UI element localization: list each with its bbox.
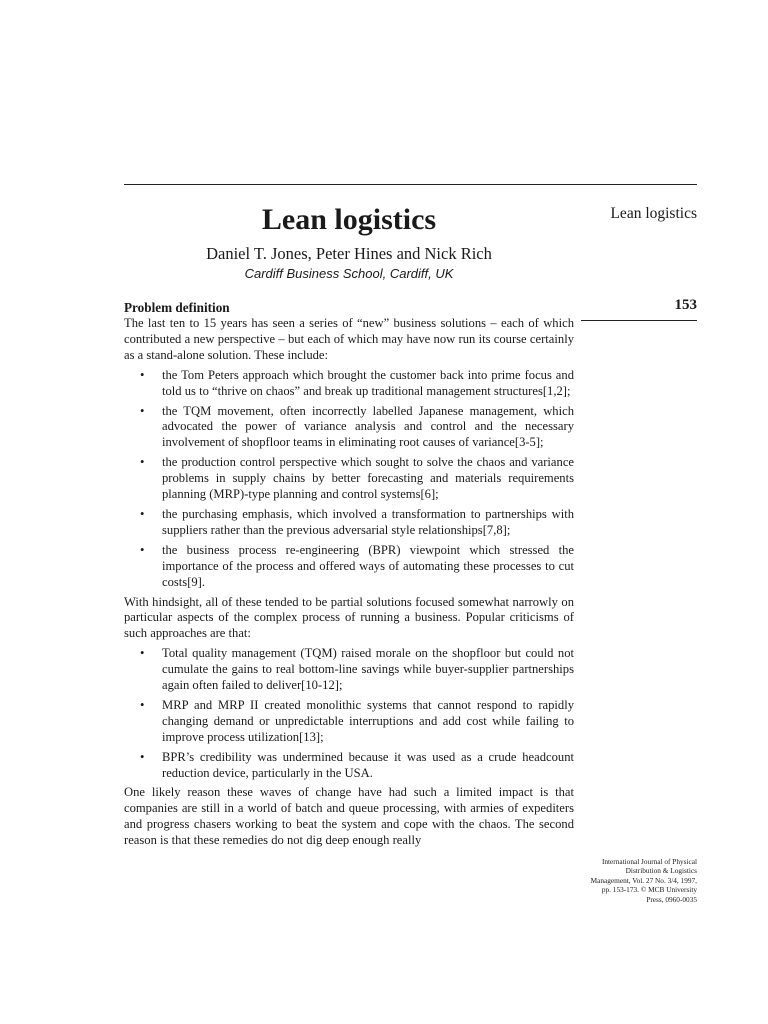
- list-item: [124, 507, 574, 539]
- page-number-rule: [581, 320, 697, 321]
- citation-line: Management, Vol. 27 No. 3/4, 1997,: [590, 875, 697, 885]
- citation-line: International Journal of Physical: [601, 857, 697, 866]
- article-body: [124, 300, 574, 853]
- bullet-icon: •: [140, 367, 145, 382]
- article-authors: Daniel T. Jones, Peter Hines and Nick Rich: [206, 244, 492, 263]
- list-item: [124, 646, 574, 694]
- bullet-icon: •: [140, 403, 145, 418]
- list-item: [124, 543, 574, 591]
- list-item-text: the purchasing emphasis, which involved a transformation to partnerships with suppliers rather than the previous adversarial style relationships[7,8];: [162, 506, 574, 537]
- list-item: [124, 455, 574, 503]
- page-number: 153: [674, 297, 697, 313]
- author-affiliation: Cardiff Business School, Cardiff, UK: [244, 266, 454, 281]
- solutions-list: [124, 368, 574, 591]
- list-item: [124, 698, 574, 746]
- bullet-icon: •: [140, 506, 145, 521]
- citation-line: Press, 0960-0035: [646, 894, 697, 904]
- journal-citation: [581, 857, 697, 904]
- bullet-icon: •: [140, 542, 145, 557]
- list-item-text: the TQM movement, often incorrectly labelled Japanese management, which advocated the power of variance analysis and control and the necessary involvement of shopfloor teams in eliminating root causes of variance[3-5];: [162, 403, 574, 450]
- list-item-text: the business process re-engineering (BPR) viewpoint which stressed the importance of the process and offered ways of automating these processes to cut costs[9].: [162, 542, 574, 589]
- list-item-text: MRP and MRP II created monolithic systems that cannot respond to rapidly changing demand or unpredictable interruptions and add cost while failing to improve process utilization[13];: [162, 697, 574, 744]
- list-item-text: the production control perspective which sought to solve the chaos and variance problems in supply chains by better forecasting and materials requirements planning (MRP)-type planning and control systems[6];: [162, 455, 574, 502]
- list-item: [124, 750, 574, 782]
- paragraph-intro: The last ten to 15 years has seen a series of “new” business solutions – each of which contributed a new perspective – but each of which may have now run its course certainly as a stand-alone solution. These include:: [124, 316, 574, 362]
- bullet-icon: •: [140, 455, 145, 470]
- bullet-icon: •: [140, 749, 145, 764]
- list-item-text: the Tom Peters approach which brought the customer back into prime focus and told us to “thrive on chaos” and break up traditional management structures[1,2];: [162, 367, 574, 398]
- list-item-text: Total quality management (TQM) raised morale on the shopfloor but could not cumulate the gains to real bottom-line savings while buyer-supplier partnerships again often failed to deliver[10-12];: [162, 646, 574, 693]
- list-item: [124, 368, 574, 400]
- paragraph-reasons: One likely reason these waves of change have had such a limited impact is that companies are still in a world of batch and queue processing, with armies of expediters and progress chasers working to beat the system and cope with the chaos. The second reason is that these remedies do not dig deep enough really: [124, 785, 574, 848]
- list-item-text: BPR’s credibility was undermined because it was used as a crude headcount reduction device, particularly in the USA.: [162, 749, 574, 780]
- citation-line: Distribution & Logistics: [625, 866, 697, 876]
- paragraph-hindsight: With hindsight, all of these tended to be partial solutions focused somewhat narrowly on particular aspects of the complex process of running a business. Popular criticisms of such approaches are that:: [124, 594, 574, 641]
- section-heading: Problem definition: [124, 300, 230, 315]
- running-head: Lean logistics: [610, 205, 697, 222]
- criticisms-list: [124, 646, 574, 781]
- header-rule: [124, 184, 697, 185]
- bullet-icon: •: [140, 646, 145, 661]
- article-title: Lean logistics: [261, 203, 437, 236]
- list-item: [124, 404, 574, 452]
- citation-line: pp. 153-173. © MCB University: [601, 885, 697, 895]
- bullet-icon: •: [140, 697, 145, 712]
